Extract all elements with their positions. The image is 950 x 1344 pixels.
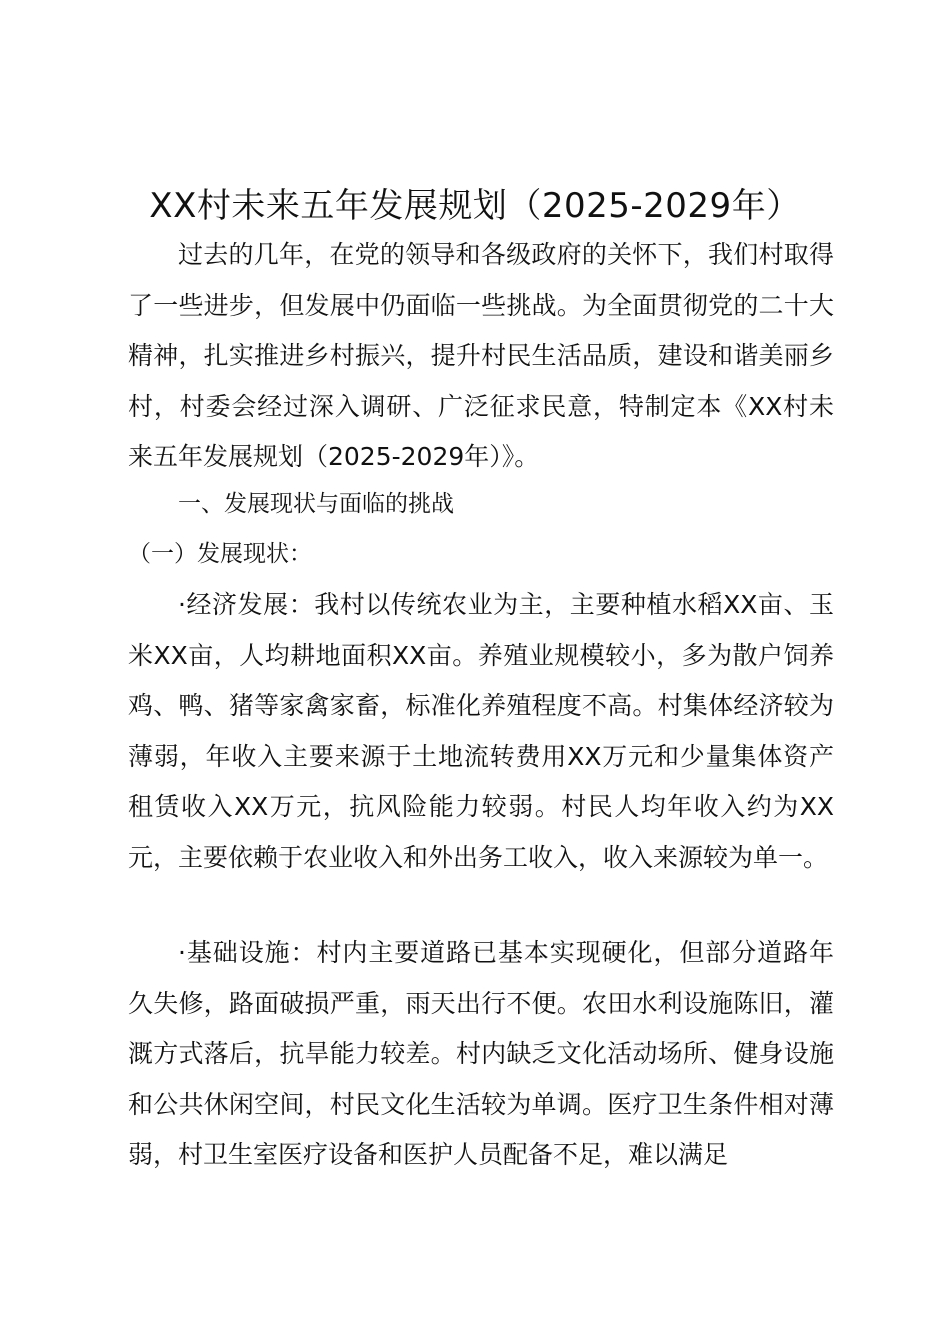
section-heading: 一、发展现状与面临的挑战 — [178, 491, 454, 517]
infrastructure-paragraph: ·基础设施：村内主要道路已基本实现硬化，但部分道路年久失修，路面破损严重，雨天出行不便。农田水利设施陈旧，灌溉方式落后，抗旱能力较差。村内缺乏文化活动场所、健身设施和公共休闲空间，村民文化生活较为单调。医疗卫生条件相对薄弱，村卫生室医疗设备和医护人员配备不足，难以满足 — [128, 938, 834, 1169]
subsection-heading: （一）发展现状： — [128, 541, 312, 567]
document-title: XX村未来五年发展规划（2025-2029年） — [149, 186, 801, 226]
intro-paragraph: 过去的几年，在党的领导和各级政府的关怀下，我们村取得了一些进步，但发展中仍面临一些挑战。为全面贯彻党的二十大精神，扎实推进乡村振兴，提升村民生活品质，建设和谐美丽乡村，村委会经过深入调研、广泛征求民意，特制定本《XX村未来五年发展规划（2025-2029年）》。 — [128, 240, 834, 471]
economy-paragraph: ·经济发展：我村以传统农业为主，主要种植水稻XX亩、玉米XX亩，人均耕地面积XX亩。养殖业规模较小，多为散户饲养鸡、鸭、猪等家禽家畜，标准化养殖程度不高。村集体经济较为薄弱，年收入主要来源于土地流转费用XX万元和少量集体资产租赁收入XX万元，抗风险能力较弱。村民人均年收入约为XX元，主要依赖于农业收入和外出务工收入，收入来源较为单一。 — [128, 590, 834, 872]
